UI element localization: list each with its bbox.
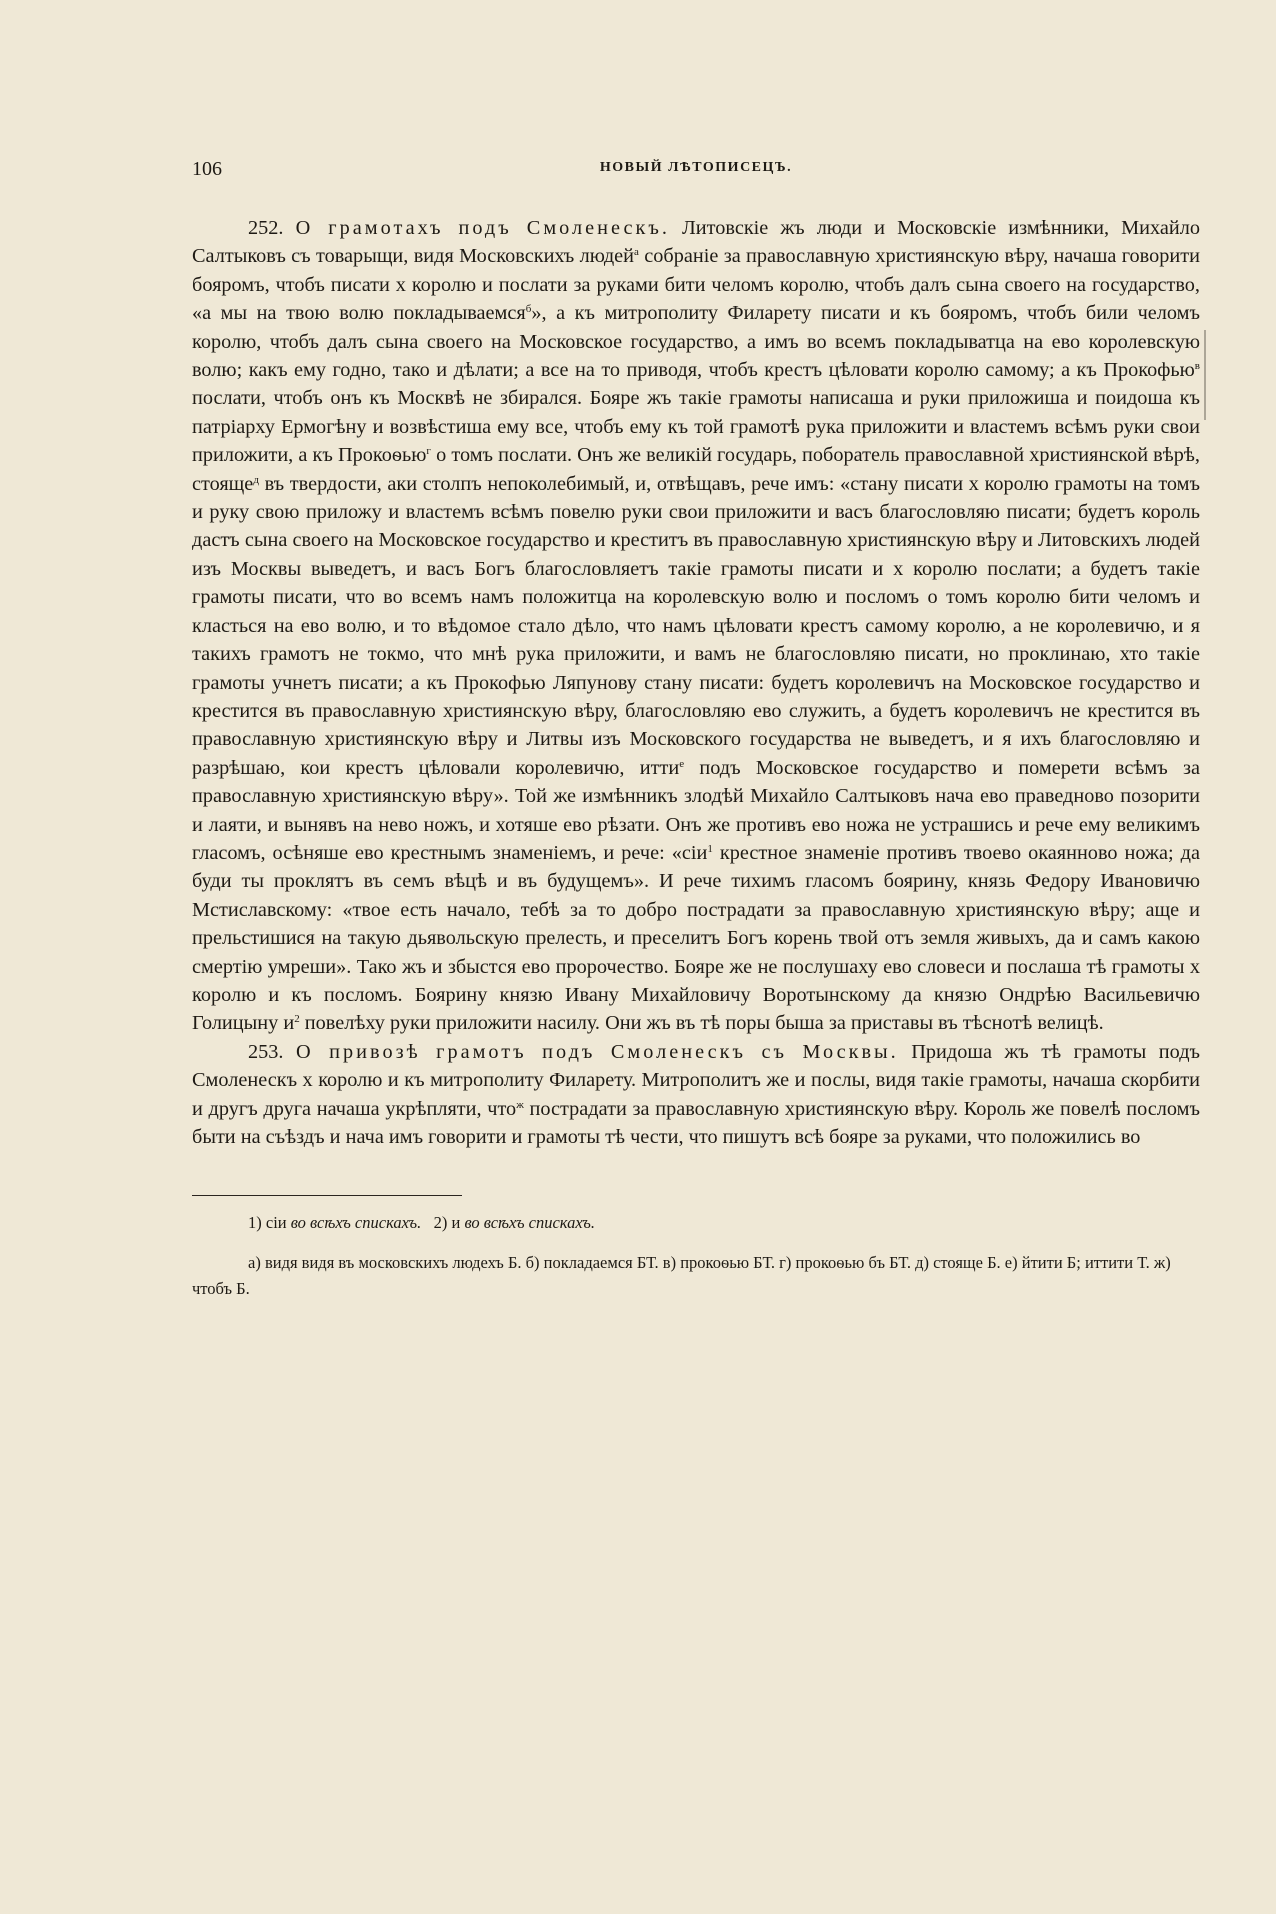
- variant-mark: в: [1194, 360, 1200, 373]
- footnote-numbered: [192, 1210, 1200, 1236]
- section-heading: О грамотахъ подъ Смоленескъ.: [295, 217, 670, 239]
- variant-mark: б: [525, 303, 532, 316]
- paragraph-number: 253.: [248, 1040, 284, 1063]
- paragraph-text: въ твердости, аки столпъ непоколебимый, и, отвѣщавъ, рече имъ: «стану писати х королю грамоты на томъ и руку свою приложу и властемъ всѣмъ повелю руки свои приложити и васъ благословляю писати; будетъ король дастъ сына своего на Московское государство и креститъ въ православную християнскую вѣру и Литовскихъ людей изъ Москвы выведетъ, и васъ Богъ благословляетъ такіе грамоты писати и х королю послати; а будетъ такіе грамоты писати, что во всемъ намъ положитца на королевскую волю и посломъ о томъ королю бити челомъ и класться на ево волю, и то вѣдомое стало дѣло, что намъ цѣловати крестъ самому королю, а не королевичю, и я такихъ грамотъ не токмо, что мнѣ рука приложити, и вамъ не благословляю писати, но проклинаю, хто такіе грамоты учнетъ писати; а къ Прокофью Ляпунову стану писати: будетъ королевичъ на Московское государство и крестится въ православную християнскую вѣру, благословляю ево служить, а будетъ королевичъ не крестится въ православную християнскую вѣру и Литвы изъ Московского государства не выведетъ, и я ихъ благословляю и разрѣшаю, кои крестъ цѣловали королевичю, итти: [192, 472, 1200, 779]
- footnote-text: во всѣхъ спискахъ.: [464, 1213, 595, 1233]
- paragraph-text: пострадати за православную християнскую вѣру. Король же повелѣ посломъ быти на съѣздъ и нача имъ говорити и грамоты тѣ чести, что пишутъ всѣ бояре за руками, что положились во: [192, 1097, 1200, 1148]
- paragraph-number: 252.: [248, 217, 284, 239]
- variant-mark: е: [679, 757, 685, 770]
- footnote-mark: 2: [294, 1013, 300, 1026]
- footnote-variants: а) видя видя въ московскихъ людехъ Б. б) покладаемся БТ. в) прокоѳью БТ. г) прокоѳью бъ БТ. д) стояще Б. е) йтити Б; иттити Т. ж) чтобъ Б.: [192, 1253, 1171, 1299]
- footnotes: [192, 1210, 1200, 1302]
- paragraph-252: [192, 214, 1200, 1038]
- paragraph-text: собраніе за православную християнскую вѣру, начаша говорити бояромъ, чтобъ писати х королю и послати за руками бити челомъ королю, чтобъ далъ сына своего на государство, «а мы на твою волю покладываемся: [192, 245, 1200, 325]
- running-title: НОВЫЙ ЛѢТОПИСЕЦЪ.: [599, 160, 793, 175]
- body-text: [192, 214, 1200, 1151]
- paragraph-text: крестное знаменіе противъ твоево окаянново ножа; да буди ты проклятъ въ семъ вѣцѣ и въ будущемъ». И рече тихимъ гласомъ боярину, князь Федору Ивановичю Мстиславскому: «твое есть начало, тебѣ за то добро пострадати за православную християнскую вѣру; аще и прельстишися на такую дьявольскую прелесть, и преселитъ Богъ корень твой отъ земля живыхъ, да и самъ какою смертію умреши». Тако жъ и збыстся ево пророчество. Бояре же не послушаху ево словеси и послаша тѣ грамоты х королю и къ посломъ. Боярину князю Ивану Михайловичу Воротынскому да князю Ондрѣю Васильевичю Голицыну и: [192, 841, 1200, 1035]
- footnote-divider: [192, 1195, 462, 1196]
- variant-mark: д: [253, 473, 259, 486]
- section-heading: О привозѣ грамотъ подъ Смоленескъ съ Москвы.: [296, 1040, 899, 1063]
- footnote-text: во всѣхъ спискахъ.: [290, 1213, 422, 1233]
- variant-mark: г: [426, 445, 431, 458]
- paragraph-253: [192, 1038, 1200, 1152]
- paragraph-text: повелѣху руки приложити насилу. Они жъ въ тѣ поры быша за приставы въ тѣснотѣ велицѣ.: [304, 1012, 1104, 1035]
- page-number: 106: [192, 158, 222, 180]
- footnote-text: 1) сіи: [248, 1213, 287, 1233]
- paragraph-text: о томъ послати. Онъ же великій государь, поборатель православной християнской вѣрѣ, стояще: [192, 444, 1200, 495]
- paragraph-text: Литовскіе жъ люди и Московскіе измѣнники, Михайло Салтыковъ съ товарыщи, видя Московскихъ людей: [192, 217, 1200, 268]
- page-header: [192, 158, 1200, 192]
- footnote-mark: 1: [707, 842, 713, 855]
- variant-mark: ж: [516, 1098, 524, 1111]
- paragraph-text: подъ Московское государство и померети всѣмъ за православную християнскую вѣру». Той же измѣнникъ злодѣй Михайло Салтыковъ нача ево праведново позорити и лаяти, и вынявъ на нево ножъ, и хотяше ево рѣзати. Онъ же противъ ево ножа не устрашись и рече ему великимъ гласомъ, осѣняше ево крестнымъ знаменіемъ, и рече: «сіи: [192, 756, 1200, 864]
- variant-mark: а: [634, 246, 639, 259]
- margin-pencil-mark: [1204, 330, 1212, 420]
- paragraph-text: Придоша жъ тѣ грамоты подъ Смоленескъ х королю и къ митрополиту Филарету. Митрополитъ же и послы, видя такіе грамоты, начаша скорбити и другъ друга начаша укрѣпляти, что: [192, 1040, 1200, 1120]
- paragraph-text: », а къ митрополиту Филарету писати и къ бояромъ, чтобъ били челомъ королю, чтобъ далъ сына своего на Московское государство, а имъ во всемъ покладыватца на ево королевскую волю; какъ ему годно, тако и дѣлати; а все на то приводя, чтобъ крестъ цѣловати королю самому; а къ Прокофью: [192, 302, 1200, 382]
- paragraph-text: послати, чтобъ онъ къ Москвѣ не збирался. Бояре жъ такіе грамоты написаша и руки приложиша и поидоша къ патріарху Ермогѣну и возвѣстиша ему все, чтобъ ему къ той грамотѣ рука приложити и властемъ всѣмъ руки свои приложити, а къ Прокоѳью: [192, 387, 1200, 467]
- footnote-text: 2) и: [433, 1213, 461, 1233]
